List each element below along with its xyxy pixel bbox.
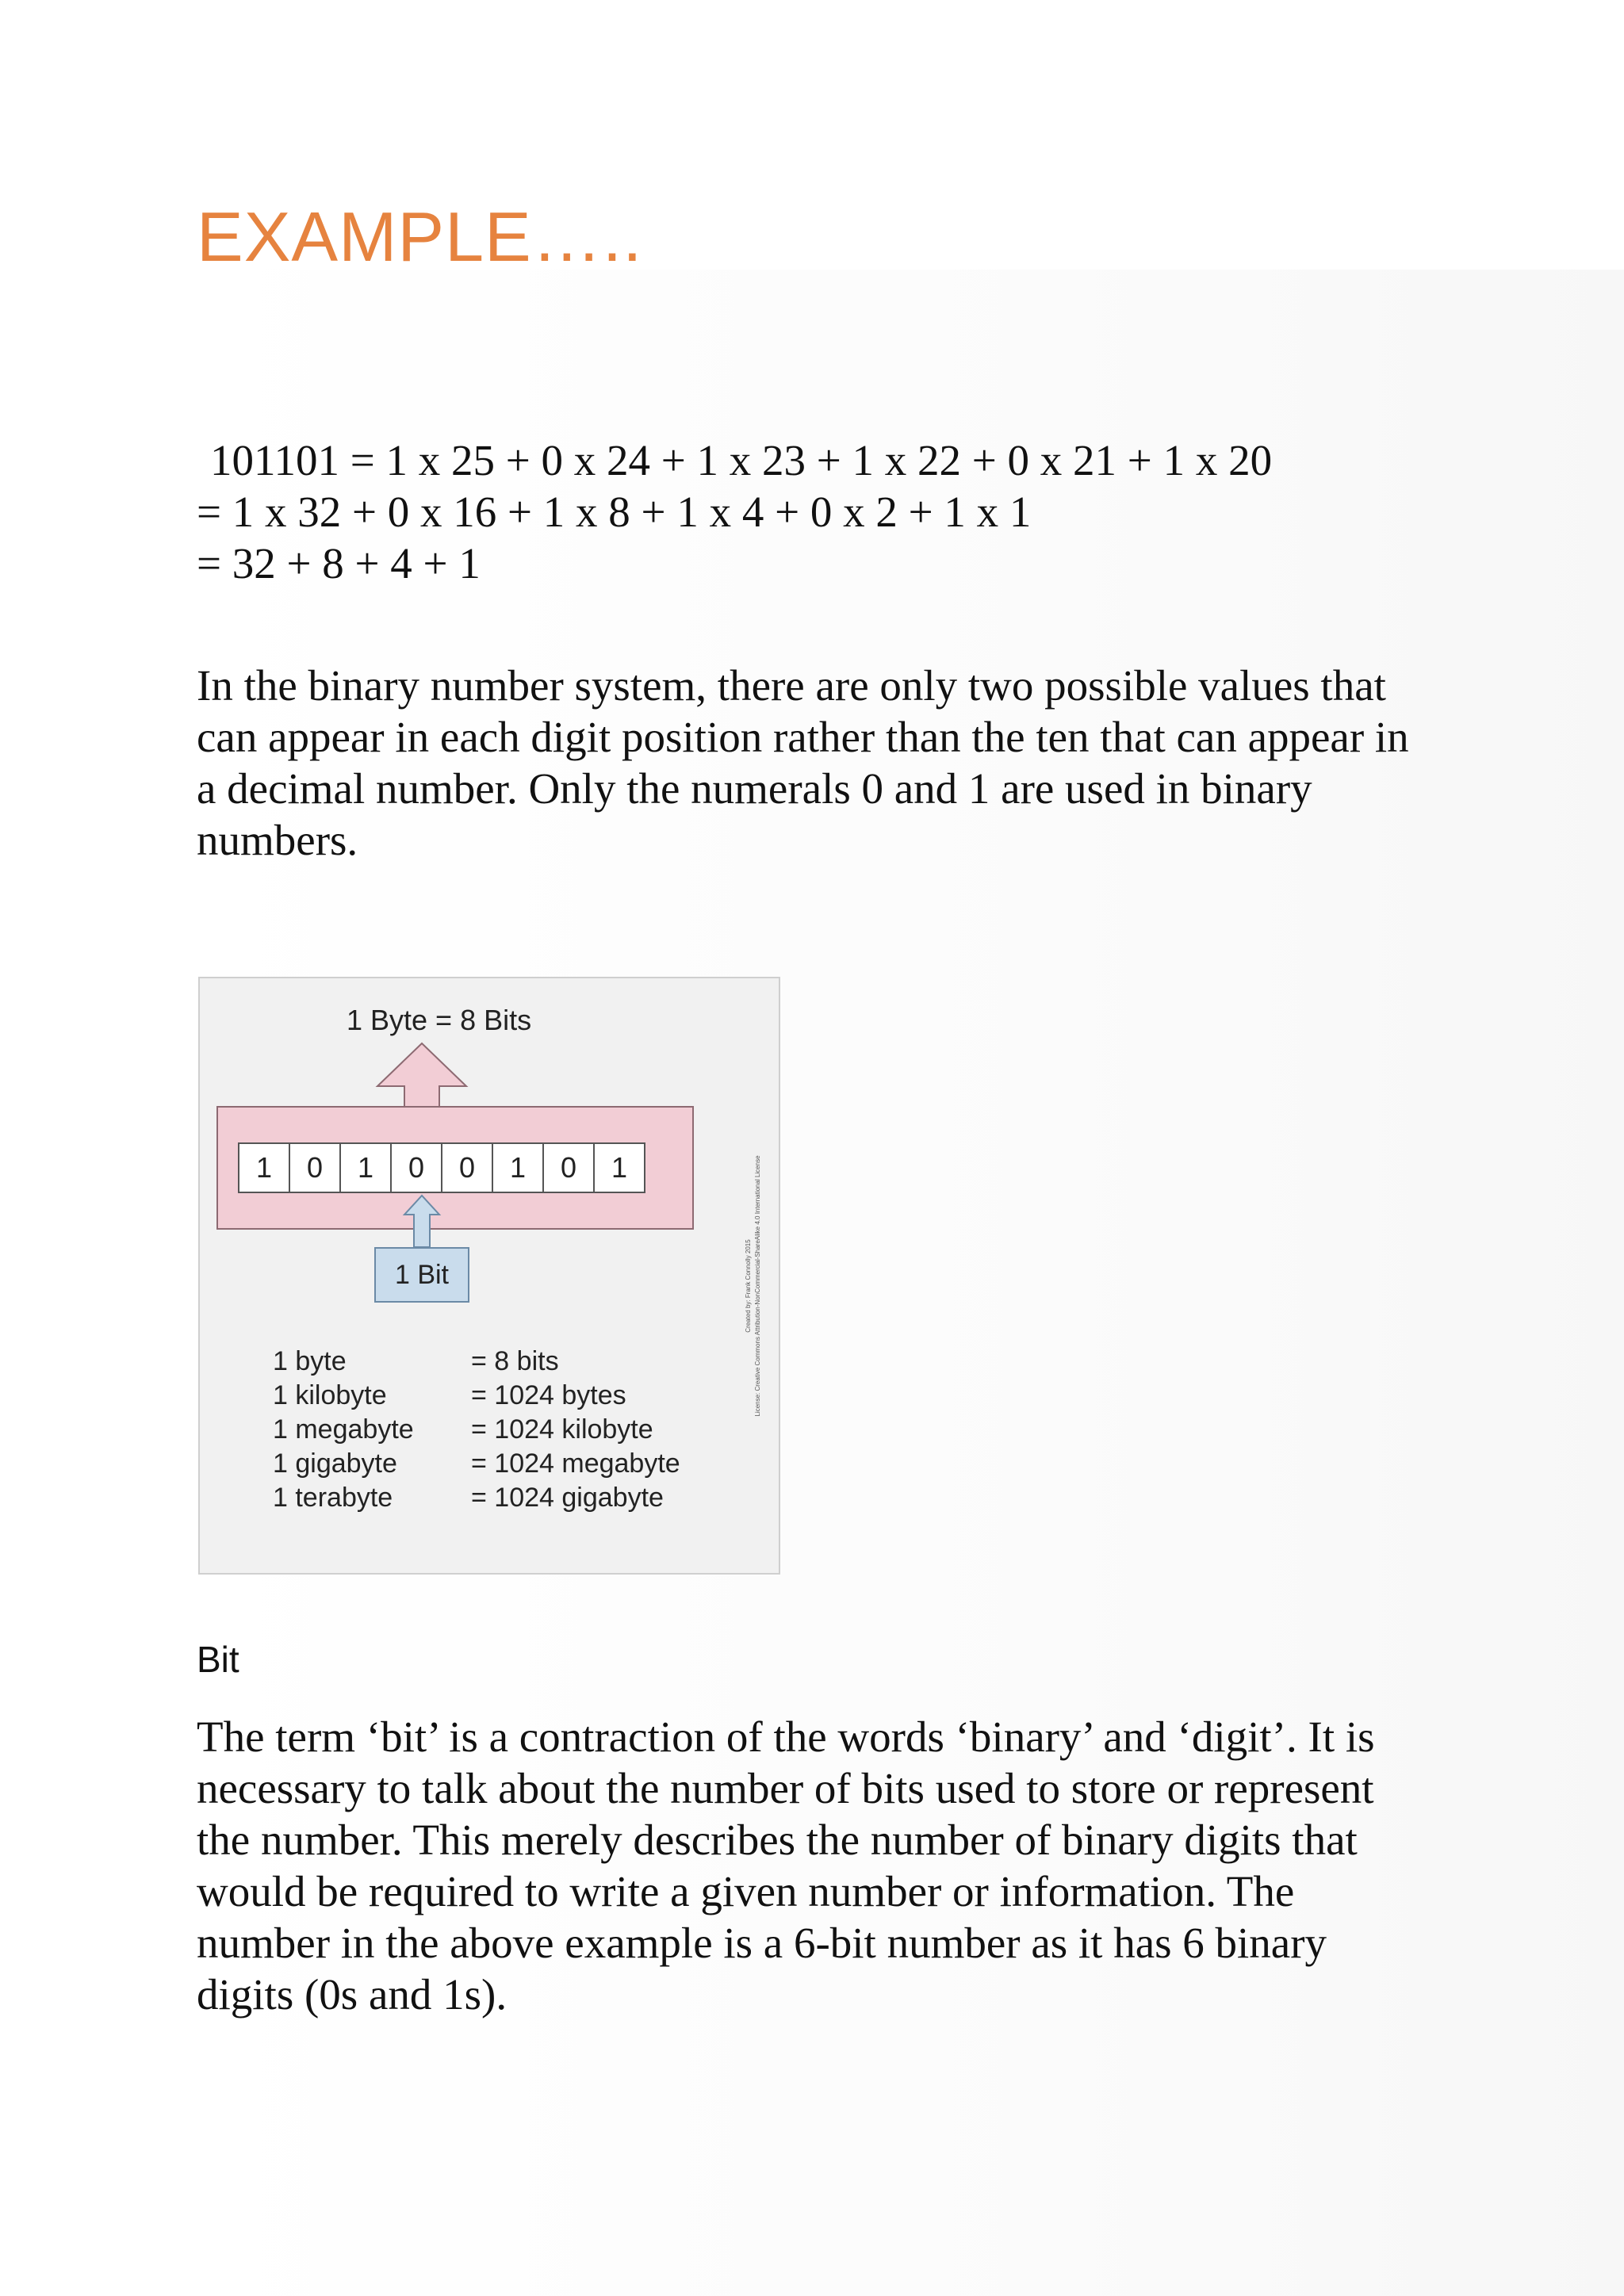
unit-name: 1 kilobyte [273, 1380, 387, 1410]
unit-row [273, 1413, 680, 1447]
binary-equations [197, 434, 1272, 589]
unit-name: 1 gigabyte [273, 1448, 397, 1479]
unit-name: 1 byte [273, 1346, 347, 1376]
unit-conversion-table [273, 1345, 680, 1515]
figure-credit [739, 1016, 768, 1556]
bit-cell: 1 [593, 1142, 645, 1193]
equation-line: = 32 + 8 + 4 + 1 [197, 539, 481, 587]
bit-cell: 1 [238, 1142, 290, 1193]
binary-system-paragraph [197, 660, 1434, 866]
unit-row [273, 1481, 680, 1515]
paragraph-line: necessary to talk about the number of bits used to store or represent [197, 1764, 1374, 1812]
byte-bits-figure [198, 977, 780, 1575]
bit-cell: 0 [542, 1142, 595, 1193]
unit-name: 1 megabyte [273, 1414, 414, 1445]
paragraph-line: can appear in each digit position rather than the ten that can appear in [197, 713, 1409, 761]
equation-line: 101101 = 1 x 25 + 0 x 24 + 1 x 23 + 1 x 22 + 0 x 21 + 1 x 20 [210, 436, 1273, 484]
bit-heading: Bit [197, 1639, 239, 1680]
equation-line: = 1 x 32 + 0 x 16 + 1 x 8 + 1 x 4 + 0 x 2 + 1 x 1 [197, 488, 1032, 536]
page-title: EXAMPLE….. [197, 197, 643, 276]
bit-label: 1 Bit [374, 1247, 469, 1303]
unit-row [273, 1345, 680, 1379]
byte-label: 1 Byte = 8 Bits [347, 1004, 532, 1036]
credit-text [744, 1155, 763, 1416]
bits-row [239, 1142, 645, 1193]
paragraph-line: number in the above example is a 6-bit number as it has 6 binary [197, 1919, 1327, 1967]
byte-arrow-icon [377, 1043, 466, 1107]
bit-cell: 0 [441, 1142, 493, 1193]
unit-value: = 8 bits [471, 1346, 559, 1376]
paragraph-line: digits (0s and 1s). [197, 1970, 508, 2019]
paragraph-line: numbers. [197, 816, 358, 864]
unit-row [273, 1379, 680, 1413]
credit-line: Created by: Frank Connolly 2015 [745, 1239, 752, 1333]
bit-cell: 1 [492, 1142, 544, 1193]
unit-value: = 1024 kilobyte [471, 1414, 653, 1445]
paragraph-line: In the binary number system, there are only two possible values that [197, 661, 1386, 710]
unit-value: = 1024 gigabyte [471, 1483, 664, 1513]
unit-row [273, 1447, 680, 1481]
unit-name: 1 terabyte [273, 1483, 393, 1513]
paragraph-line: the number. This merely describes the number of binary digits that [197, 1816, 1358, 1864]
unit-value: = 1024 bytes [471, 1380, 626, 1410]
bit-cell: 0 [390, 1142, 442, 1193]
paragraph-line: a decimal number. Only the numerals 0 and 1 are used in binary [197, 764, 1312, 813]
bit-cell: 1 [339, 1142, 392, 1193]
paragraph-line: would be required to write a given number or information. The [197, 1867, 1295, 1915]
bit-paragraph [197, 1711, 1434, 2020]
paragraph-line: The term ‘bit’ is a contraction of the words ‘binary’ and ‘digit’. It is [197, 1712, 1375, 1761]
unit-value: = 1024 megabyte [471, 1448, 680, 1479]
credit-line: License: Creative Commons Attribution-NonCommercial-ShareAlike 4.0 International License [754, 1155, 761, 1417]
bit-cell: 0 [289, 1142, 341, 1193]
